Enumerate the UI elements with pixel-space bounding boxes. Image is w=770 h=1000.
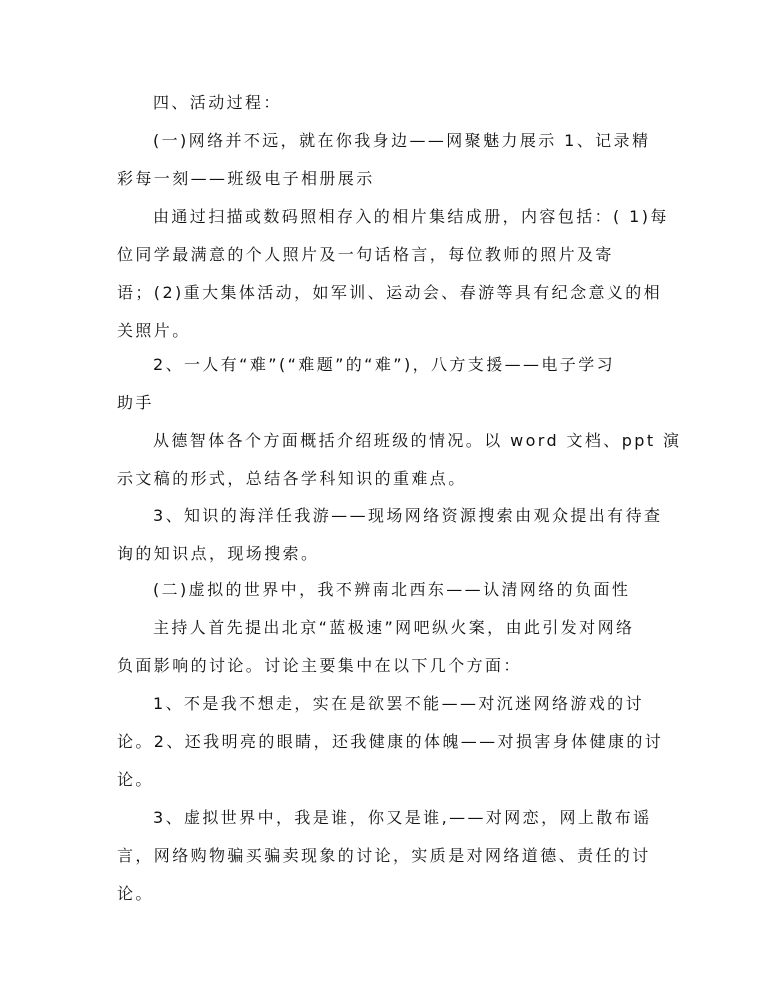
list-item-line: 1、不是我不想走，实在是欲罢不能——对沉迷网络游戏的讨 xyxy=(153,694,644,713)
list-item-line: 论。 xyxy=(117,884,154,903)
paragraph-line: 由通过扫描或数码照相存入的相片集结成册，内容包括：( 1)每 xyxy=(153,207,669,226)
paragraph-line: 主持人首先提出北京“蓝极速”网吧纵火案，由此引发对网络 xyxy=(153,618,635,637)
list-item-line: 3、虚拟世界中，我是谁，你又是谁,——对网恋，网上散布谣 xyxy=(153,808,652,827)
subsection-heading-2: (二)虚拟的世界中，我不辨南北西东——认清网络的负面性 xyxy=(153,580,631,599)
item-heading-3-line-1: 3、知识的海洋任我游——现场网络资源搜索由观众提出有待查 xyxy=(153,506,663,525)
paragraph-line: 语；(2)重大集体活动，如军训、运动会、春游等具有纪念意义的相 xyxy=(117,283,663,302)
subsection-heading-1-line-2: 彩每一刻——班级电子相册展示 xyxy=(117,169,375,188)
paragraph-line: 位同学最满意的个人照片及一句话格言，每位教师的照片及寄 xyxy=(117,245,614,264)
subsection-heading-1-line-1: (一)网络并不远，就在你我身边——网聚魅力展示 1、记录精 xyxy=(153,131,651,150)
paragraph-line: 关照片。 xyxy=(117,321,191,340)
list-item-line: 论。2、还我明亮的眼睛，还我健康的体魄——对损害身体健康的讨 xyxy=(117,732,664,751)
item-heading-2-line-2: 助手 xyxy=(117,393,154,412)
item-heading-3-line-2: 询的知识点，现场搜索。 xyxy=(117,544,320,563)
paragraph-line: 从德智体各个方面概括介绍班级的情况。以 word 文档、ppt 演 xyxy=(153,431,682,450)
paragraph-line: 负面影响的讨论。讨论主要集中在以下几个方面： xyxy=(117,656,522,675)
list-item-line: 论。 xyxy=(117,770,154,789)
item-heading-2-line-1: 2、一人有“难”(“难题”的“难”)，八方支援——电子学习 xyxy=(153,355,615,374)
section-heading-activity-process: 四、活动过程： xyxy=(153,93,282,112)
paragraph-line: 示文稿的形式，总结各学科知识的重难点。 xyxy=(117,469,467,488)
list-item-line: 言，网络购物骗买骗卖现象的讨论，实质是对网络道德、责任的讨 xyxy=(117,846,651,865)
